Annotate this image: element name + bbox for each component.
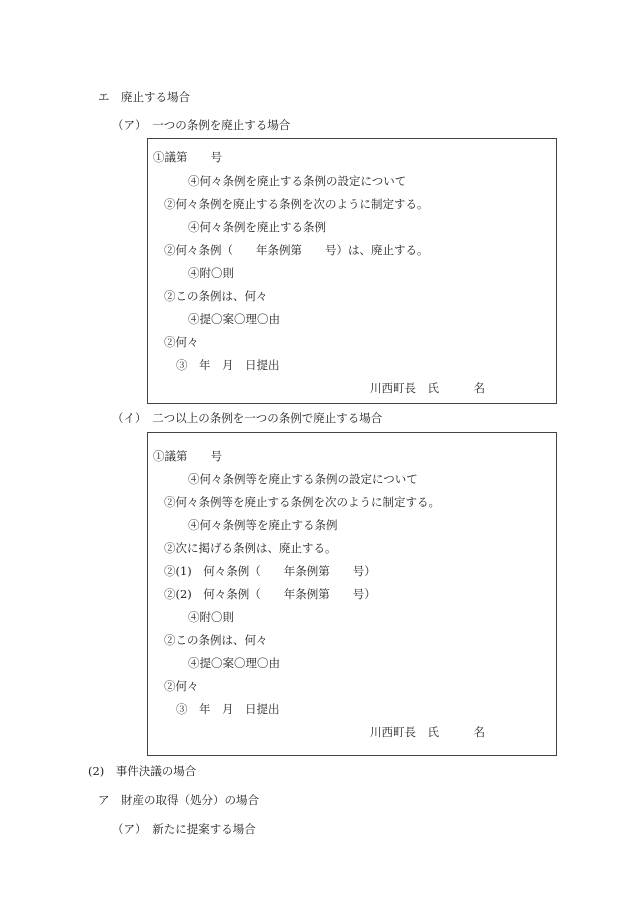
bill-number-line: ①議第 号	[153, 150, 222, 164]
supplementary-provision-line: ④附〇則	[188, 266, 234, 280]
subheading-multiple-ordinances: （イ） 二つ以上の条例を一つの条例で廃止する場合	[112, 411, 383, 425]
supplementary-provision-line: ④附〇則	[188, 610, 234, 624]
subheading-single-ordinance: （ア） 一つの条例を廃止する場合	[112, 118, 291, 132]
submission-date-line: ③ 年 月 日提出	[176, 358, 280, 372]
section-case-resolution: (2) 事件決議の場合	[88, 764, 197, 778]
ordinance-item-1-line: ②(1) 何々条例（ 年条例第 号）	[164, 564, 376, 578]
ordinance-item-2-line: ②(2) 何々条例（ 年条例第 号）	[164, 587, 376, 601]
bill-title-line: ④何々条例を廃止する条例の設定について	[188, 174, 407, 188]
ordinance-title-line: ④何々条例を廃止する条例	[188, 220, 326, 234]
template-box-single	[147, 138, 557, 404]
heading-abolition: エ 廃止する場合	[98, 90, 190, 104]
abolition-clause-line: ②次に掲げる条例は、廃止する。	[164, 541, 337, 555]
enactment-line: ②何々条例を廃止する条例を次のように制定する。	[164, 197, 429, 211]
mayor-signature-line: 川西町長 氏 名	[370, 725, 485, 739]
effective-date-line: ②この条例は、何々	[164, 289, 268, 303]
subsection-property-acquisition: ア 財産の取得（処分）の場合	[98, 793, 259, 807]
reason-heading-line: ④提〇案〇理〇由	[188, 656, 280, 670]
subsection-new-proposal: （ア） 新たに提案する場合	[112, 822, 256, 836]
reason-body-line: ②何々	[164, 679, 199, 693]
effective-date-line: ②この条例は、何々	[164, 633, 268, 647]
reason-heading-line: ④提〇案〇理〇由	[188, 312, 280, 326]
bill-title-line: ④何々条例等を廃止する条例の設定について	[188, 472, 418, 486]
ordinance-title-line: ④何々条例等を廃止する条例	[188, 518, 338, 532]
reason-body-line: ②何々	[164, 335, 199, 349]
bill-number-line: ①議第 号	[153, 449, 222, 463]
enactment-line: ②何々条例等を廃止する条例を次のように制定する。	[164, 495, 440, 509]
mayor-signature-line: 川西町長 氏 名	[370, 381, 485, 395]
template-box-multiple	[147, 432, 557, 756]
submission-date-line: ③ 年 月 日提出	[176, 702, 280, 716]
abolition-clause-line: ②何々条例（ 年条例第 号）は、廃止する。	[164, 243, 429, 257]
